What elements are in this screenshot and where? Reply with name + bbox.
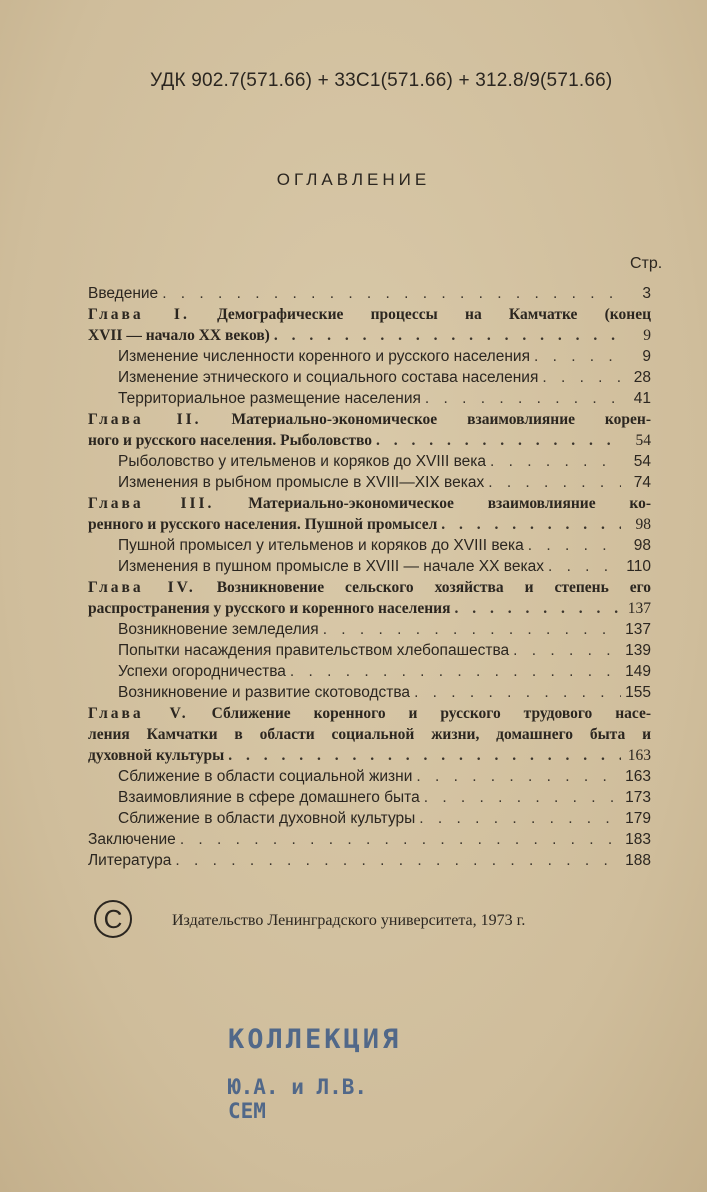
page-title: ОГЛАВЛЕНИЕ: [276, 170, 431, 189]
publisher-line: Издательство Ленинградского университета, 1973 г.: [172, 912, 526, 929]
toc-entry[interactable]: Изменения в рыбном промысле в XVIII—XIX веках . . . 74: [88, 472, 651, 493]
toc-entry[interactable]: Сближение в области духовной культуры . . . 179: [88, 808, 651, 829]
page-column-label: Стр.: [630, 255, 663, 272]
toc-entry[interactable]: Возникновение и развитие скотоводства . . . 155: [88, 682, 651, 703]
toc-entry[interactable]: Возникновение земледелия . . . 137: [88, 619, 651, 640]
toc-entry[interactable]: Пушной промысел у ительменов и коряков до XVIII века . . . 98: [88, 535, 651, 556]
toc-entry-literature[interactable]: Литература . . . 188: [88, 850, 651, 871]
toc-entry[interactable]: Изменения в пушном промысле в XVIII — начале XX веках . . . 110: [88, 556, 651, 577]
toc-chapter-5[interactable]: Глава V. Сближение коренного и русского трудового насе- ления Камчатки в области социальной жизни, домашнего быта и духовной культуры . . . 163: [88, 703, 651, 766]
toc-entry[interactable]: Изменение этнического и социального состава населения . . . 28: [88, 367, 651, 388]
toc-entry[interactable]: Сближение в области социальной жизни . . . 163: [88, 766, 651, 787]
toc-entry[interactable]: Попытки насаждения правительством хлебопашества . . . 139: [88, 640, 651, 661]
toc-entry-intro[interactable]: Введение . . . 3: [88, 283, 651, 304]
toc-entry[interactable]: Рыболовство у ительменов и коряков до XVIII века . . . 54: [88, 451, 651, 472]
copyright-icon: C: [94, 900, 132, 938]
toc-entry[interactable]: Взаимовлияние в сфере домашнего быта . . . 173: [88, 787, 651, 808]
toc-chapter-4[interactable]: Глава IV. Возникновение сельского хозяйства и степень его распространения у русского и коренного населения . . . 137: [88, 577, 651, 619]
toc-entry-conclusion[interactable]: Заключение . . . 183: [88, 829, 651, 850]
toc-entry[interactable]: Территориальное размещение населения . . . 41: [88, 388, 651, 409]
table-of-contents: [88, 283, 651, 871]
toc-chapter-3[interactable]: Глава III. Материально-экономическое взаимовлияние ко- ренного и русского населения. Пушной промысел . . . 98: [88, 493, 651, 535]
toc-chapter-1[interactable]: Глава I. Демографические процессы на Камчатке (конец XVII — начало XX веков) . . . 9: [88, 304, 651, 346]
udc-code: УДК 902.7(571.66) + 33С1(571.66) + 312.8/9(571.66): [150, 70, 613, 91]
toc-chapter-2[interactable]: Глава II. Материально-экономическое взаимовлияние корен- ного и русского населения. Рыболовство . . . 54: [88, 409, 651, 451]
toc-entry[interactable]: Изменение численности коренного и русского населения . . . 9: [88, 346, 651, 367]
toc-entry[interactable]: Успехи огородничества . . . 149: [88, 661, 651, 682]
collection-stamp-line2: Ю.А. и Л.В. СЕМ: [228, 1075, 368, 1123]
collection-stamp-line1: КОЛЛЕКЦИЯ: [228, 1024, 402, 1055]
